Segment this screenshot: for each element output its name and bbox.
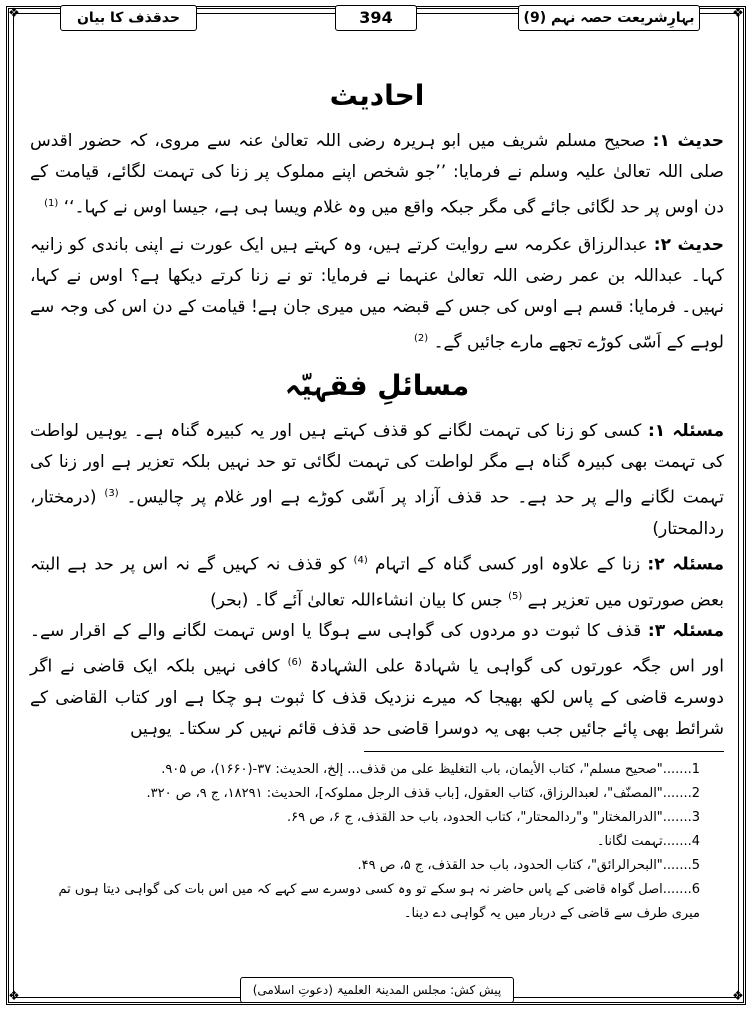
corner-ornament-icon: ❖ (8, 989, 20, 1004)
masala-text: کو قذف نہ کہیں گے نہ اس پر حد ہے البتہ بعض صورتوں میں تعزیر ہے (30, 554, 724, 611)
masala-3 (30, 616, 724, 745)
masala-source: (بحر) (210, 590, 249, 611)
section-title: حدقذف کا بیان (60, 5, 197, 31)
footnote-2: 2......."المصنّف"، لعبدالرزاق، کتاب العقول، [باب قذف الرجل مملوکہ]، الحدیث: ۱۸۲۹۱، ج ۹، ص ۳۲۰. (146, 785, 700, 801)
footnote-ref: (1) (44, 198, 59, 209)
hadith-1 (30, 126, 724, 224)
hadith-label: حدیث ۱: (652, 131, 724, 151)
footnote-ref: (2) (413, 332, 429, 344)
footnote-3: 3......."الدرالمختار" و"ردالمحتار"، کتاب الحدود، باب حد القذف، ج ۶، ص ۶۹. (286, 809, 700, 825)
footnote-ref: (6) (287, 657, 302, 669)
footnote-6: 6.......اصل گواہ قاضی کے پاس حاضر نہ ہو سکے تو وہ کسی دوسرے سے کہے کہ میں اس بات کی گواہی دیتا ہوں تم میری طرف سے قاضی کے دربار میں یہ گواہی دے دینا۔ (58, 881, 700, 921)
corner-ornament-icon: ❖ (732, 989, 744, 1004)
footnotes (30, 758, 724, 926)
masala-label: مسئلہ ۳: (647, 621, 724, 642)
footnote-ref: (3) (104, 488, 119, 500)
masala-label: مسئلہ ۱: (647, 421, 724, 442)
page-header (60, 5, 700, 31)
masala-label: مسئلہ ۲: (647, 554, 725, 575)
hadith-label: حدیث ۲: (653, 234, 725, 255)
masala-text: کسی کو زنا کی تہمت لگانے کو قذف کہتے ہیں اور یہ کبیرہ گناہ ہے۔ یوہیں لواطت کی تہمت بھی کبیرہ گناہ ہے مگر لواطت کی تہمت لگائی تو حد نہیں بلکہ تعزیر ہے اور زنا کی تہمت لگانے والے پر حد ہے۔ حد قذف آزاد پر اَسّی کوڑے ہے اور غلام پر چالیس۔ (30, 421, 725, 508)
corner-ornament-icon: ❖ (8, 6, 20, 21)
page-number: 394 (335, 5, 417, 31)
masala-text: جس کا بیان انشاءاللہ تعالیٰ آئے گا۔ (253, 590, 503, 611)
masala-1 (30, 416, 724, 545)
heading-hadith: احادیث (329, 79, 425, 112)
heading-masail: مسائلِ فقہیّہ (284, 369, 470, 403)
footnote-5: 5......."البحرالرائق"، کتاب الحدود، باب حد القذف، ج ۵، ص ۴۹. (357, 857, 700, 873)
book-title: بہارِشریعت حصہ نہم (9) (518, 5, 700, 31)
footnote-1: 1......."صحیح مسلم"، کتاب الأیمان، باب التغلیظ علی من قذف... إلخ، الحدیث: ۳۷-(۱۶۶۰)، ص ۹۰۵. (161, 761, 700, 777)
hadith-2 (30, 230, 724, 359)
footnote-ref: (5) (508, 590, 523, 602)
hadith-text: صحیح مسلم شریف میں ابو ہریرہ رضی اللہ تعالیٰ عنہ سے مروی، کہ حضور اقدس صلی اللہ تعالیٰ علیہ وسلم نے فرمایا: ’’جو شخص اپنے مملوک پر زنا کی تہمت لگائے، قیامت کے دن اوس پر حد لگائی جائے گی مگر جبکہ واقع میں وہ غلام ویسا ہی ہے، جیسا اوس نے کہا۔‘‘ (30, 131, 724, 218)
corner-ornament-icon: ❖ (732, 6, 744, 21)
masala-text: قذف کا ثبوت دو مردوں کی گواہی سے ہوگا یا اوس تہمت لگانے والے کے اقرار سے۔ اور اس جگہ عورتوں کی گواہی یا شہادۃ علی الشہادۃ (30, 621, 724, 677)
page-body (30, 36, 724, 956)
masala-text: کافی نہیں بلکہ ایک قاضی نے اگر دوسرے قاضی کے پاس لکھ بھیجا کہ میرے نزدیک قذف کا ثبوت ہو چکا ہے اور کتاب القاضی کے شرائط بھی پائے جائیں جب بھی یہ دوسرا قاضی حد قذف قائم نہیں کر سکتا۔ یوہیں (30, 656, 724, 739)
hadith-text: عبدالرزاق عکرمہ سے روایت کرتے ہیں، وہ کہتے ہیں ایک عورت نے اپنی باندی کو زانیہ کہا۔ عبداللہ بن عمر رضی اللہ تعالیٰ عنہما نے فرمایا: تو نے زنا کرتے دیکھا ہے؟ اوس نے کہا، نہیں۔ فرمایا: قسم ہے اوس کی جس کے قبضہ میں میری جان ہے! قیامت کے دن اس کی وجہ سے لوہے کے اَسّی کوڑے تجھے مارے جائیں گے۔ (30, 234, 724, 353)
footnote-ref: (4) (353, 554, 368, 566)
masala-2 (30, 545, 724, 616)
page-footer: پیش کش: مجلس المدینۃ العلمیۃ (دعوتِ اسلامی) (240, 977, 514, 1003)
masala-source: (درمختار، ردالمحتار) (30, 487, 724, 539)
footnote-4: 4.......تہمت لگانا۔ (596, 833, 700, 849)
footnote-divider (364, 751, 724, 752)
masala-text: زنا کے علاوہ اور کسی گناہ کے اتہام (374, 554, 641, 575)
